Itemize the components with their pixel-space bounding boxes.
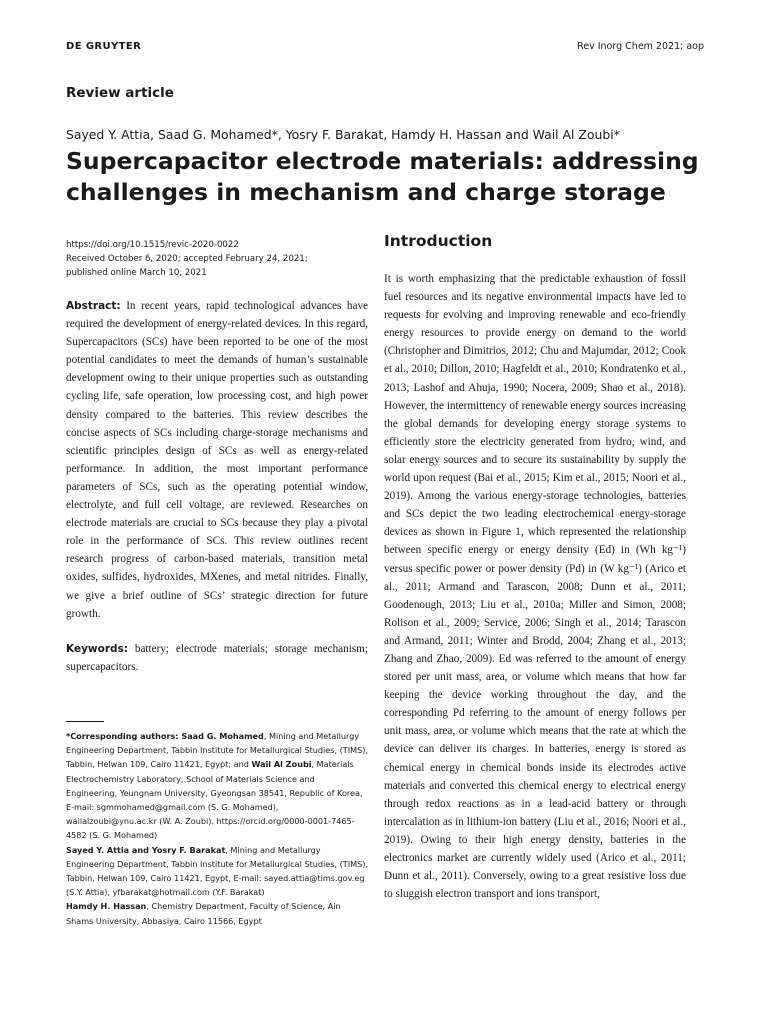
footnote-divider — [66, 721, 104, 722]
received-dates: Received October 6, 2020; accepted February 24, 2021; — [66, 254, 308, 264]
keywords — [66, 640, 368, 676]
published-date: published online March 10, 2021 — [66, 268, 207, 278]
author-note-2 — [66, 843, 368, 900]
corresponding-affiliation-1: , Mining and Metallurgy Engineering Department, Tabbin Institute for Metallurgical Studies, (TIMS), Tabbin, Helwan 109, Cairo 11421, Egypt; and — [66, 731, 368, 770]
abstract — [66, 297, 368, 623]
corresponding-authors-note — [66, 729, 368, 843]
abstract-text: In recent years, rapid technological advances have required the development of energy-related devices. In this regard, Supercapacitors (SCs) have been reported to be one of the most potential candidates to meet the demands of human’s sustainable development owing to their unique properties such as outstanding cycling life, safe operation, low processing cost, and high power density compared to the batteries. This review describes the concise aspects of SCs including charge-storage mechanisms and scientific principles design of SCs as well as energy-related performance. In addition, the most important performance parameters of SCs, such as the operating potential window, electrolyte, and full cell voltage, are reviewed. Researches on electrode materials are crucial to SCs because they play a pivotal role in the performance of SCs. This review outlines recent research progress of carbon-based materials, transition metal oxides, sulfides, hydroxides, MXenes, and metal nitrides. Finally, we give a brief outline of SCs’ strategic direction for future growth. — [66, 300, 369, 620]
introduction-heading: Introduction — [384, 232, 493, 250]
author-note-3-text: , Chemistry Department, Faculty of Science, Ain Shams University, Abbasiya, Cairo 11566, Egypt — [66, 901, 341, 926]
introduction-body: It is worth emphasizing that the predictable exhaustion of fossil fuel resources and its negative environmental impacts have led to requests for evolving and improving renewable and eco-friendly energy resources to provide energy on demand to the world (Christopher and Dimitrios, 2012; Chu and Majumdar, 2012; Cook et al., 2010; Dillon, 2010; Hagfeldt et al., 2010; Kondratenko et al., 2013; Lashof and Ahuja, 1990; Nocera, 2009; Shao et al., 2018). However, the intermittency of renewable energy sources increasing the global demands for developing energy storage systems to efficiently store the electricity generated from hydro, wind, and solar energy sources and to secure its sustainability by supply the world upon request (Bai et al., 2015; Kim et al., 2015; Noori et al., 2019). Among the various energy-storage technologies, batteries and SCs depict the two leading electrochemical energy-storage devices as shown in Figure 1, which represented the relationship between specific energy or energy density (Ed) in (Wh kg⁻¹) versus specific power or power density (Pd) in (W kg⁻¹) (Arico et al., 2011; Armand and Tarascon, 2008; Dunn et al., 2011; Goodenough, 2013; Liu et al., 2010a; Miller and Simon, 2008; Rolison et al., 2009; Service, 2006; Singh et al., 2014; Tarascon and Armand, 2011; Winter and Brodd, 2004; Zhang et al., 2013; Zhang and Zhao, 2009). Ed was referred to the amount of energy stored per unit mass, area, or volume which means that how far keeping the device working throughout the day, and the corresponding Pd referring to the amount of energy follows per unit mass, area, or volume which means that the rate at which the device can deliver its charges. In batteries, energy is stored as chemical energy in chemical bonds inside its electrodes active materials and converted this chemical energy to electrical energy through redox reactions as in a lead-acid battery or through intercalation as in lithium-ion battery (Liu et al., 2016; Noori et al., 2019). Owing to their high energy density, batteries in the electronics market are currently widely used (Arico et al., 2011; Dunn et al., 2011). Conversely, owing to a great resistive loss due to sluggish electron transport and ions transport, — [384, 273, 686, 901]
title-line-2: challenges in mechanism and charge storage — [66, 178, 666, 206]
keywords-text: battery; electrode materials; storage mechanism; supercapacitors. — [66, 643, 368, 674]
title-line-1: Supercapacitor electrode materials: addressing — [66, 147, 699, 175]
author-note-3-names: Hamdy H. Hassan — [66, 901, 147, 912]
abstract-label: Abstract: — [66, 300, 121, 312]
corresponding-name-2: Wail Al Zoubi — [251, 759, 312, 770]
corresponding-affiliation-2: , Materials Electrochemistry Laboratory, School of Materials Science and Engineering, Yeungnam University, Gyeongsan 38541, Republic of Korea, E-mail: sgmmohamed@gmail.com (S. G. Mohamed), wailalzoubi@ynu.ac.kr (W. A. Zoubi). https://orcid.org/0000-0001-7465-4582 (S. G. Mohamed) — [66, 759, 363, 841]
author-list: Sayed Y. Attia, Saad G. Mohamed*, Yosry F. Barakat, Hamdy H. Hassan and Wail Al Zoubi* — [66, 127, 620, 142]
article-type: Review article — [66, 85, 174, 101]
author-note-2-text: , Mining and Metallurgy Engineering Department, Tabbin Institute for Metallurgical Studies, (TIMS), Tabbin, Helwan 109, Cairo 11421, Egypt, E-mail: sayed.attia@tims.gov.eg (S.Y. Attia), yfbarakat@hotmail.com (Y.F. Barakat) — [66, 844, 368, 898]
article-meta — [66, 238, 386, 280]
article-title — [66, 146, 706, 208]
keywords-label: Keywords: — [66, 643, 128, 655]
author-note-3 — [66, 899, 368, 927]
journal-citation: Rev Inorg Chem 2021; aop — [577, 41, 704, 52]
author-footnotes — [66, 729, 368, 928]
doi-link[interactable]: https://doi.org/10.1515/revic-2020-0022 — [66, 240, 239, 250]
author-note-2-names: Sayed Y. Attia and Yosry F. Barakat — [66, 844, 226, 855]
corresponding-label: *Corresponding authors: Saad G. Mohamed — [66, 731, 264, 741]
publisher-name: DE GRUYTER — [66, 41, 142, 52]
